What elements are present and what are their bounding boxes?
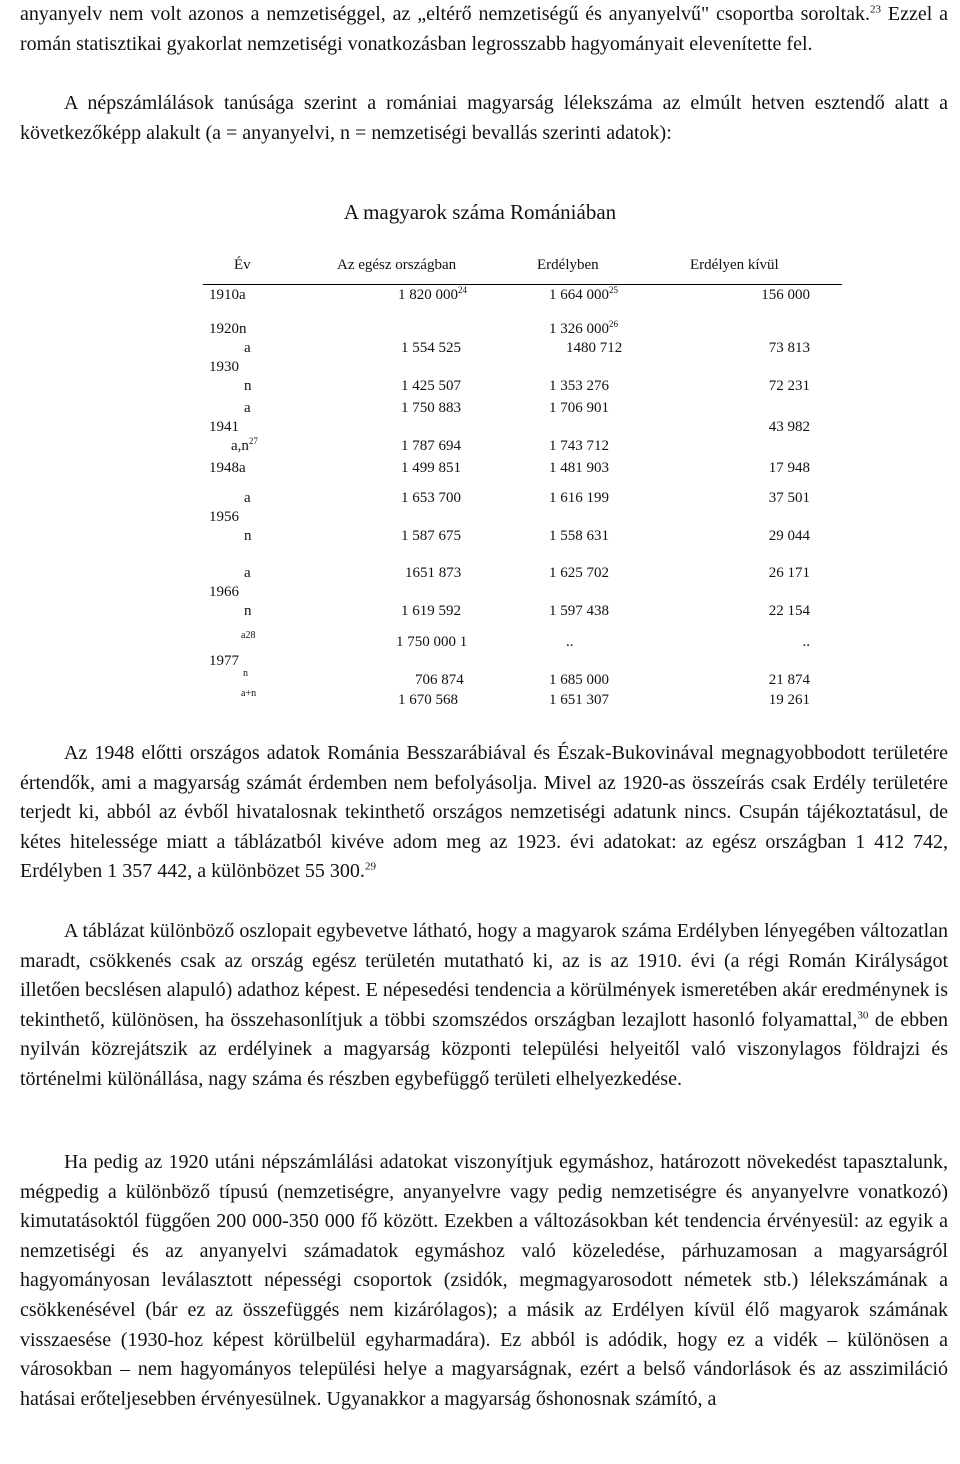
footnote-ref[interactable]: 30	[857, 1009, 869, 1022]
table-cell-transylvania: 1 616 199	[549, 490, 609, 506]
table-cell-outside: 73 813	[768, 340, 810, 356]
table-row-year: 1941	[209, 419, 239, 435]
table-row-year: 1956	[209, 509, 239, 525]
footnote-ref[interactable]: 27	[248, 436, 258, 446]
table-row-type: a	[244, 565, 251, 581]
table-cell-transylvania: 1 651 307	[549, 692, 609, 708]
table-cell-transylvania: 1 558 631	[549, 528, 609, 544]
table-cell-country: 1 820 $000^{24}$	[398, 285, 467, 303]
table-cell-outside: 72 231	[768, 378, 810, 394]
table-row-type: a	[244, 400, 251, 416]
table-row-type: n	[244, 603, 252, 619]
table-cell-transylvania: 1480 712	[566, 340, 623, 356]
table-row-type: n	[244, 528, 252, 544]
footnote-ref[interactable]: 24	[458, 285, 467, 295]
table-cell-transylvania: 1 597 438	[549, 603, 609, 619]
table-cell-outside: ..	[802, 634, 810, 650]
table-cell-outside: 19 261	[768, 692, 810, 708]
table-cell-country: 1 653 700	[401, 490, 461, 506]
table-cell-transylvania: 1 685 000	[549, 672, 609, 688]
table-row-year: 1910a	[209, 287, 246, 303]
table-row-year: 1948a	[209, 460, 246, 476]
table-row-year: 1966	[209, 584, 239, 600]
intro-paragraph	[20, 0, 948, 59]
table-cell-country: 1 425 507	[401, 378, 461, 394]
footnote-ref[interactable]: 26	[609, 319, 618, 329]
table-cell-outside: 156 000	[761, 287, 810, 303]
table-cell-country: 1 499 851	[401, 460, 461, 476]
table-cell-country: 1 670 568	[398, 692, 458, 708]
intro-text-cont: Ezzel a román statisztikai gyakorlat nemzetiségi vonatkozásban legrosszabb hagyományait elevenítette fel.	[20, 3, 948, 55]
table-row-type: a	[244, 490, 251, 506]
header-outside: Erdélyen kívül	[690, 257, 779, 273]
table-cell-country: 1 787 694	[401, 438, 461, 454]
table-cell-transylvania: 1 664 $000^{25}$	[549, 285, 618, 303]
header-country: Az egész országban	[337, 257, 457, 273]
table-cell-outside: 22 154	[768, 603, 810, 619]
table-row-year: 1977	[209, 653, 239, 669]
footnote-ref[interactable]: 29	[364, 860, 376, 873]
table-cell-country: 1 619 592	[401, 603, 461, 619]
table-row-type: a	[244, 340, 251, 356]
table-row-type: n	[243, 668, 248, 679]
table-row-type: a28	[241, 630, 256, 641]
table-cell-country: 1 750 883	[401, 400, 461, 416]
table-cell-country: 1 554 525	[401, 340, 461, 356]
table-cell-transylvania: 1 481 903	[549, 460, 609, 476]
table-header-rule	[203, 284, 842, 285]
table-row-year: 1920n	[209, 321, 247, 337]
table-row-year: 1930	[209, 359, 239, 375]
paragraph-comparison: A táblázat különböző oszlopait egybevetve látható, hogy a magyarok száma Erdélyben lényegében változatlan maradt, csökkenés csak az ország egész területén mutatható ki, az is az 1910. évi (a régi Román Királyságot illetően becslésen alapuló) adathoz képest. E népesedési tendencia a körülmények ismeretében akár eredménynek is tekinthető, különösen, ha összehasonlítjuk a többi szomszédos országban lezajlott hasonló folyamattal,$^{30}$ de ebben nyilván közrejátszik az erdélyinek a magyarság központi települési helyeitől való viszonylagos földrajzi és történelmi különállása, nagy száma és részben egybefüggő területi elhelyezkedése.	[20, 920, 948, 1090]
table-caption: A magyarok száma Romániában	[343, 200, 617, 224]
table-row-type: n	[244, 378, 252, 394]
census-intro-paragraph: A népszámlálások tanúsága szerint a romániai magyarság lélekszáma az elmúlt hetven esztendő alatt a következőképp alakult (a = anyanyelvi, n = nemzetiségi bevallás szerinti adatok):	[20, 92, 948, 144]
table-cell-outside: 29 044	[768, 528, 810, 544]
header-year: Év	[234, 257, 251, 273]
table-cell-outside: 43 982	[768, 419, 810, 435]
table-cell-transylvania: 1 625 702	[549, 565, 609, 581]
footnote-ref[interactable]: 23	[870, 3, 882, 16]
table-cell-transylvania: 1 353 276	[549, 378, 609, 394]
intro-text: anyanyelv nem volt azonos a nemzetiséggel, az „eltérő nemzetiségű és anyanyelvű" csoportba soroltak.	[20, 3, 871, 25]
table-cell-transylvania: 1 326 $000^{26}$	[549, 319, 618, 337]
paragraph-pre-1948: Az 1948 előtti országos adatok Románia Besszarábiával és Észak-Bukovinával megnagyobbodott területére értendők, ami a magyarság számát érdemben nem befolyásolja. Mivel az 1920-as összeírás csak Erdély területére terjedt ki, abból az évből hivatalosnak tekinthető országos nemzetiségi adatunk nincs. Csupán tájékoztatásul, de kétes hitelessége miatt a táblázatból kivéve adom meg az 1923. évi adatokat: az egész országban 1 412 742, Erdélyben 1 357 442, a különbözet 55 300.29	[20, 742, 948, 883]
header-transylvania: Erdélyben	[537, 257, 599, 273]
table-cell-country: 1651 873	[405, 565, 462, 581]
table-cell-country: 706 874	[415, 672, 464, 688]
table-cell-country: 1 587 675	[401, 528, 461, 544]
table-cell-transylvania: 1 743 712	[549, 438, 609, 454]
paragraph-after-1920: Ha pedig az 1920 utáni népszámlálási adatokat viszonyítjuk egymáshoz, határozott növekedést tapasztalunk, mégpedig a különböző típusú (nemzetiségre, anyanyelvre vagy pedig nemzetiségre és anyanyelvre vonatkozó) kimutatásoktól függően 200 000-350 000 fő között. Ezekben a változásokban két tendencia érvényesül: az egyik a nemzetiségi és az anyanyelvi számadatok egymáshoz való közeledése, párhuzamosan a magyarságról hagyományosan leválasztott népességi csoportok (zsidók, megmagyarosodott németek stb.) lélekszámának a csökkenésével (bár ez az összefüggés nem kizárólagos); a másik az Erdélyen kívül élő magyarok számának visszaesése (1930-hoz képest körülbelül egyharmadára). Ez abból is adódik, hogy ez a vidék – különösen a városokban – nem hagyományos települési helye a magyarságnak, ezért a belső vándorlások és az asszimiláció hatásai erőteljesebben érvényesülnek. Ugyanakkor a magyarság őshonosnak számító, a	[20, 1151, 948, 1410]
table-cell-transylvania: ..	[566, 634, 574, 650]
table-cell-outside: 17 948	[768, 460, 810, 476]
table-cell-outside: 21 874	[768, 672, 810, 688]
table-row-type: $a,n^{27}$	[231, 436, 258, 454]
table-cell-transylvania: 1 706 901	[549, 400, 609, 416]
table-cell-outside: 37 501	[768, 490, 810, 506]
table-cell-country: 1 750 000 1	[396, 634, 468, 650]
table-cell-outside: 26 171	[768, 565, 810, 581]
table-row-type: a+n	[241, 688, 257, 699]
footnote-ref[interactable]: 25	[609, 285, 618, 295]
